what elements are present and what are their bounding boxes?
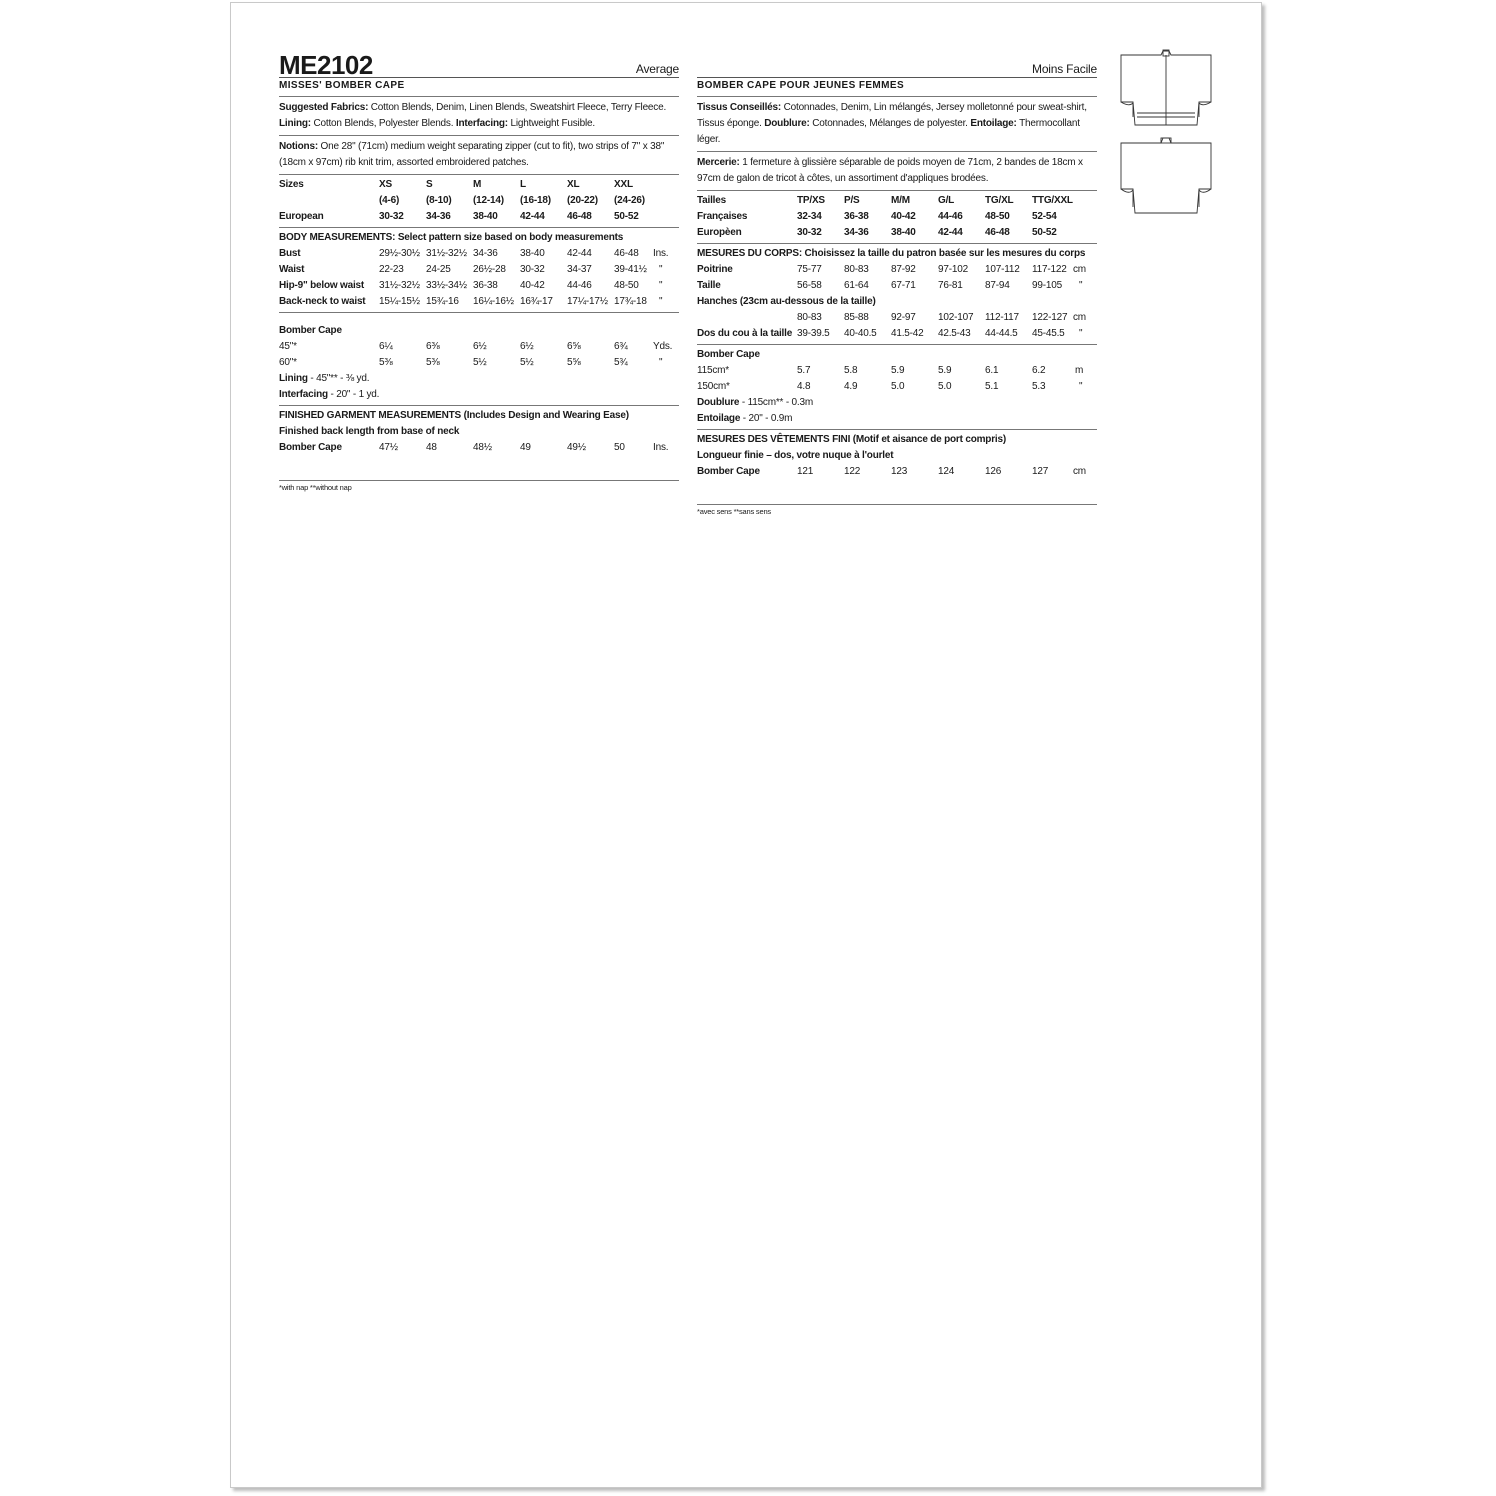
body-row: Back-neck to waist 15¼-15½ 15¾-16 16¼-16½ 16¾-17 17¼-17½ 17¾-18 " (279, 296, 663, 307)
hanches-label: Hanches (23cm au-dessous de la taille) (697, 296, 876, 307)
body-row: Poitrine 75-77 80-83 87-92 97-102 107-112 117-122 cm (697, 264, 1086, 275)
notions: Mercerie: 1 fermeture à glissière séparable de poids moyen de 71cm, 2 bandes de 18cm x 97cm de galon de tricot à côtes, un assortiment d'appliques brodées. (697, 157, 1083, 184)
body-row: Bust 29½-30½ 31½-32½ 34-36 38-40 42-44 46-48 Ins. (279, 248, 669, 259)
finished-row: Bomber Cape 47½ 48 48½ 49 49½ 50 Ins. (279, 442, 669, 453)
pattern-code: ME2102 (279, 50, 373, 80)
sizes-row: Tailles TP/XS P/S M/M G/L TG/XL TTG/XXL (697, 195, 1073, 206)
lining-yardage: Lining - 45"** - ⅜ yd. (279, 373, 370, 384)
body-measurements-title: BODY MEASUREMENTS: Select pattern size based on body measurements (279, 232, 624, 243)
yardage-row: 115cm* 5.7 5.8 5.9 5.9 6.1 6.2 m (697, 365, 1084, 376)
footnote: *avec sens **sans sens (697, 507, 771, 516)
finished-row: Bomber Cape 121 122 123 124 126 127 cm (697, 466, 1086, 477)
sizes-range-row: (4-6) (8-10) (12-14) (16-18) (20-22) (24-26) (379, 195, 645, 206)
finished-measurements-title: FINISHED GARMENT MEASUREMENTS (Includes Design and Wearing Ease) (279, 410, 629, 421)
english-column (279, 47, 679, 493)
garment-title: BOMBER CAPE POUR JEUNES FEMMES (697, 80, 905, 91)
difficulty-level: Average (635, 62, 679, 76)
garment-title: MISSES' BOMBER CAPE (279, 80, 405, 91)
cape-front-sketch (1111, 47, 1221, 217)
yardage-title: Bomber Cape (279, 325, 342, 336)
body-measurements-title: MESURES DU CORPS: Choisissez la taille du patron basée sur les mesures du corps (697, 248, 1086, 259)
pattern-envelope-back (230, 2, 1262, 1488)
body-row: Hip-9" below waist 31½-32½ 33½-34½ 36-38 40-42 44-46 48-50 " (279, 280, 663, 291)
french-column (697, 47, 1097, 517)
yardage-row: 45"* 6¼ 6⅜ 6½ 6½ 6⅝ 6¾ Yds. (279, 341, 673, 352)
suggested-fabrics: Suggested Fabrics: Cotton Blends, Denim, Linen Blends, Sweatshirt Fleece, Terry Fleece. Lining: Cotton Blends, Polyester Blends. Interfacing: Lightweight Fusible. (279, 102, 667, 129)
header-line (697, 47, 1097, 78)
garment-sketches (1111, 47, 1221, 217)
finished-subtitle: Longueur finie – dos, votre nuque à l'ourlet (697, 450, 894, 461)
francaises-row: Françaises 32-34 36-38 40-42 44-46 48-50 52-54 (697, 211, 1057, 222)
difficulty-level: Moins Facile (1032, 62, 1097, 76)
interfacing-yardage: Interfacing - 20" - 1 yd. (279, 389, 380, 400)
body-row: 80-83 85-88 92-97 102-107 112-117 122-127 cm (797, 312, 1086, 323)
finished-subtitle: Finished back length from base of neck (279, 426, 460, 437)
lining-yardage: Doublure - 115cm** - 0.3m (697, 397, 813, 408)
header-line (279, 47, 679, 78)
suggested-fabrics: Tissus Conseillés: Cotonnades, Denim, Lin mélangés, Jersey molletonné pour sweat-shirt, Tissus éponge. Doublure: Cotonnades, Mélanges de polyester. Entoilage: Thermocollant léger. (697, 102, 1087, 145)
interfacing-yardage: Entoilage - 20" - 0.9m (697, 413, 793, 424)
body-row: Taille 56-58 61-64 67-71 76-81 87-94 99-105 " (697, 280, 1083, 291)
sizes-row: Sizes XS S M L XL XXL (279, 179, 633, 190)
finished-measurements-title: MESURES DES VÊTEMENTS FINI (Motif et aisance de port compris) (697, 434, 1006, 445)
yardage-row: 150cm* 4.8 4.9 5.0 5.0 5.1 5.3 " (697, 381, 1083, 392)
european-row: Europèen 30-32 34-36 38-40 42-44 46-48 50-52 (697, 227, 1057, 238)
cape-back-sketch (1121, 138, 1211, 213)
notions: Notions: One 28" (71cm) medium weight separating zipper (cut to fit), two strips of 7" x 38" (18cm x 97cm) rib knit trim, assorted embroidered patches. (279, 141, 665, 168)
yardage-title: Bomber Cape (697, 349, 760, 360)
body-row: Dos du cou à la taille 39-39.5 40-40.5 41.5-42 42.5-43 44-44.5 45-45.5 " (697, 328, 1083, 339)
european-row: European 30-32 34-36 38-40 42-44 46-48 50-52 (279, 211, 639, 222)
body-row: Waist 22-23 24-25 26½-28 30-32 34-37 39-41½ " (279, 264, 663, 275)
footnote: *with nap **without nap (279, 483, 352, 492)
yardage-row: 60"* 5⅜ 5⅜ 5½ 5½ 5⅝ 5¾ " (279, 357, 663, 368)
